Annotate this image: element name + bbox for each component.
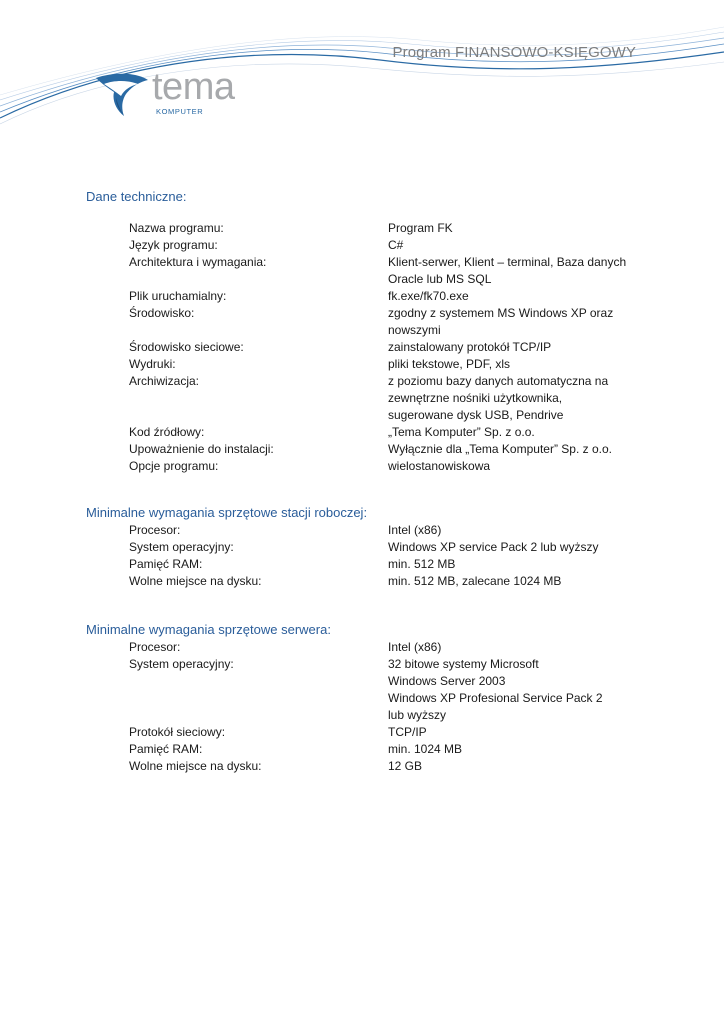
spec-row (129, 220, 649, 237)
spec-row (129, 724, 649, 741)
spec-label: Archiwizacja: (129, 374, 200, 388)
spec-list (129, 522, 649, 590)
spec-label: Kod źródłowy: (129, 425, 205, 439)
logo-subtitle: KOMPUTER (156, 107, 204, 116)
section-title: Minimalne wymagania sprzętowe stacji roboczej: (86, 505, 368, 520)
spec-row (129, 656, 649, 724)
spec-value (388, 556, 638, 573)
spec-value (388, 522, 638, 539)
section-title: Minimalne wymagania sprzętowe serwera: (86, 622, 331, 637)
spec-value-line: min. 1024 MB (388, 742, 463, 756)
spec-label: Pamięć RAM: (129, 742, 203, 756)
spec-value-line: Program FK (388, 221, 453, 235)
spec-value-line: nowszymi (388, 323, 441, 337)
spec-value (388, 254, 638, 288)
spec-value-line: TCP/IP (388, 725, 427, 739)
spec-row (129, 424, 649, 441)
spec-value-line: fk.exe/fk70.exe (388, 289, 469, 303)
spec-row (129, 356, 649, 373)
spec-value (388, 373, 638, 424)
spec-value-line: zgodny z systemem MS Windows XP oraz (388, 306, 614, 320)
spec-label: Plik uruchamialny: (129, 289, 227, 303)
spec-value-line: zainstalowany protokół TCP/IP (388, 340, 552, 354)
tema-logo (94, 66, 244, 120)
spec-value (388, 220, 638, 237)
spec-label: Protokół sieciowy: (129, 725, 226, 739)
spec-value-line: Windows Server 2003 (388, 674, 506, 688)
spec-value-line: pliki tekstowe, PDF, xls (388, 357, 511, 371)
spec-value (388, 656, 638, 724)
spec-row (129, 254, 649, 288)
spec-label: Opcje programu: (129, 459, 219, 473)
spec-label: Środowisko sieciowe: (129, 340, 244, 354)
spec-value (388, 724, 638, 741)
spec-value-line: Windows XP Profesional Service Pack 2 (388, 691, 603, 705)
spec-value-line: Wyłącznie dla „Tema Komputer” Sp. z o.o. (388, 442, 612, 456)
spec-value (388, 539, 638, 556)
spec-value-line: Oracle lub MS SQL (388, 272, 492, 286)
spec-value-line: zewnętrzne nośniki użytkownika, (388, 391, 563, 405)
spec-value (388, 441, 638, 458)
spec-value (388, 424, 638, 441)
spec-value (388, 458, 638, 475)
spec-row (129, 758, 649, 775)
spec-value (388, 237, 638, 254)
spec-value-line: wielostanowiskowa (388, 459, 491, 473)
spec-value (388, 288, 638, 305)
spec-value (388, 305, 638, 339)
spec-label: Język programu: (129, 238, 218, 252)
spec-value-line: Intel (x86) (388, 640, 442, 654)
spec-label: Procesor: (129, 523, 181, 537)
spec-value-line: 32 bitowe systemy Microsoft (388, 657, 539, 671)
spec-value (388, 356, 638, 373)
spec-label: Upoważnienie do instalacji: (129, 442, 274, 456)
spec-row (129, 305, 649, 339)
spec-label: Procesor: (129, 640, 181, 654)
spec-row (129, 556, 649, 573)
spec-value-line: „Tema Komputer” Sp. z o.o. (388, 425, 535, 439)
spec-value (388, 639, 638, 656)
spec-value-line: 12 GB (388, 759, 423, 773)
spec-value (388, 741, 638, 758)
spec-value-line: lub wyższy (388, 708, 447, 722)
spec-row (129, 288, 649, 305)
spec-value-line: Windows XP service Pack 2 lub wyższy (388, 540, 599, 554)
document-title: Program FINANSOWO-KSIĘGOWY (392, 44, 636, 61)
spec-label: Środowisko: (129, 306, 195, 320)
spec-value-line: sugerowane dysk USB, Pendrive (388, 408, 564, 422)
spec-row (129, 539, 649, 556)
spec-value-line: Intel (x86) (388, 523, 442, 537)
spec-value (388, 339, 638, 356)
spec-label: Architektura i wymagania: (129, 255, 267, 269)
spec-list (129, 639, 649, 775)
spec-value (388, 573, 638, 590)
spec-row (129, 441, 649, 458)
spec-row (129, 639, 649, 656)
spec-row (129, 237, 649, 254)
spec-value-line: Klient-serwer, Klient – terminal, Baza danych (388, 255, 627, 269)
spec-row (129, 373, 649, 424)
spec-row (129, 339, 649, 356)
spec-value (388, 758, 638, 775)
spec-label: Wydruki: (129, 357, 176, 371)
spec-value-line: C# (388, 238, 404, 252)
spec-label: Wolne miejsce na dysku: (129, 574, 262, 588)
spec-row (129, 573, 649, 590)
spec-label: System operacyjny: (129, 540, 234, 554)
tema-logo-mark-icon (94, 70, 150, 120)
spec-row (129, 458, 649, 475)
spec-value-line: min. 512 MB, zalecane 1024 MB (388, 574, 562, 588)
spec-label: Pamięć RAM: (129, 557, 203, 571)
spec-list (129, 220, 649, 475)
spec-label: Wolne miejsce na dysku: (129, 759, 262, 773)
spec-label: Nazwa programu: (129, 221, 224, 235)
spec-value-line: z poziomu bazy danych automatyczna na (388, 374, 609, 388)
spec-row (129, 741, 649, 758)
logo-wordmark: tema (152, 66, 235, 108)
section-title: Dane techniczne: (86, 189, 187, 204)
spec-value-line: min. 512 MB (388, 557, 456, 571)
spec-row (129, 522, 649, 539)
spec-label: System operacyjny: (129, 657, 234, 671)
